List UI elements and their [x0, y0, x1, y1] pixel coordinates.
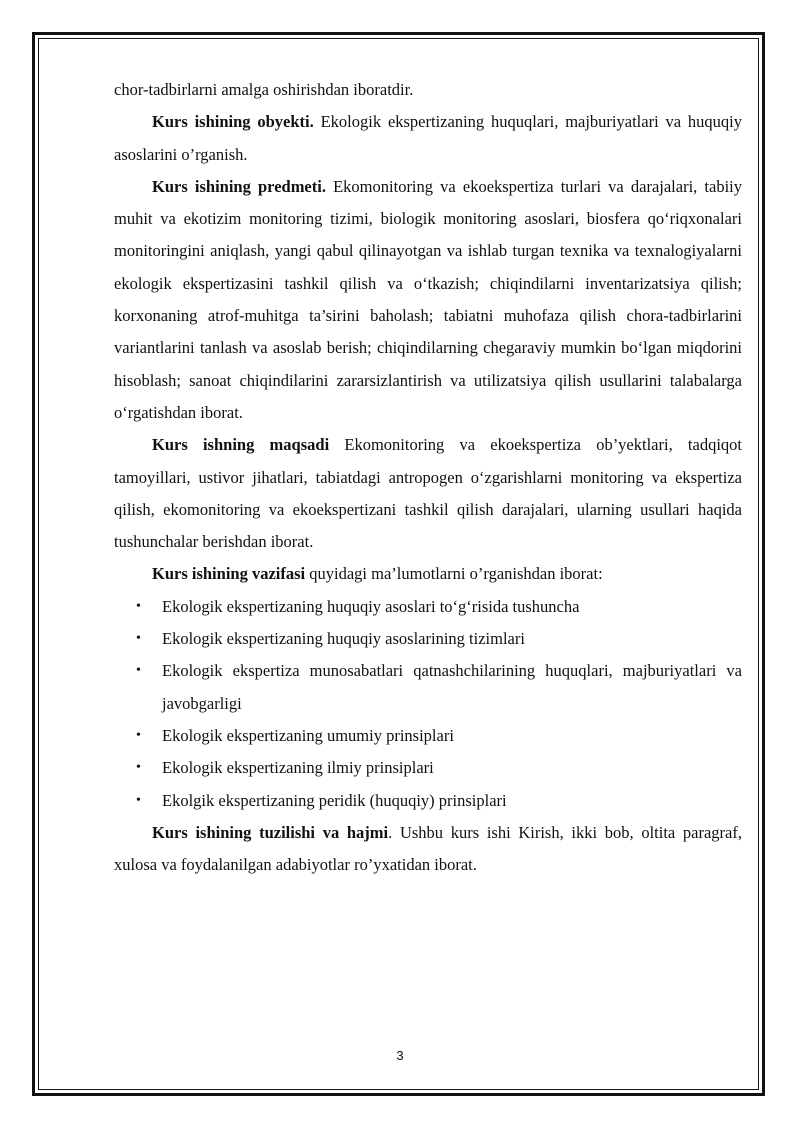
text-goal: Ekomonitoring va ekoekspertiza ob’yektlari, tadqiqot tamoyillari, ustivor jihatlari, tabiatdagi antropogen o‘zgarishlarni monitoring va ekspertiza qilish, ekomonitoring va ekoekspertizani tashkil qilish darajalari, ularning usullari haqida tushunchalar berishdan iborat. — [114, 435, 742, 552]
document-body — [114, 74, 742, 881]
paragraph-object — [114, 106, 742, 171]
list-item — [114, 785, 742, 817]
heading-tasks: Kurs ishining vazifasi — [152, 564, 306, 584]
list-item — [114, 655, 742, 720]
heading-subject: Kurs ishining predmeti. — [152, 176, 326, 196]
list-item-text: Ekolgik ekspertizaning peridik (huquqiy) prinsiplari — [162, 790, 507, 810]
list-item — [114, 752, 742, 784]
text-subject: Ekomonitoring va ekoekspertiza turlari va darajalari, tabiiy muhit va ekotizim monitoring tizimi, biologik monitoring asoslari, biosfera qo‘riqxonalari monitoringini aniqlash, yangi qabul qilinayotgan va ishlab turgan texnika va texnalogiyalarni ekologik ekspertizasini tashkil qilish va o‘tkazish; chiqindilarni inventarizatsiya qilish; korxonaning atrof-muhitga ta’sirini baholash; tabiatni muhofaza qilish chora-tadbirlarini variantlarini tanlash va asoslab berish; chiqindilarning chegaraviy mumkin bo‘lgan miqdorini hisoblash; sanoat chiqindilarini zararsizlantirish va utilizatsiya qilish usullarini talabalarga o‘rgatishdan iborat. — [114, 176, 743, 422]
list-item — [114, 720, 742, 752]
list-item-text: Ekologik ekspertiza munosabatlari qatnashchilarining huquqlari, majburiyatlari va javobgarligi — [162, 661, 742, 713]
text-object: Ekologik ekspertizaning huquqlari, majburiyatlari va huquqiy asoslarini o’rganish. — [114, 112, 742, 164]
tasks-bullet-list — [114, 591, 742, 817]
bullet-icon: • — [136, 760, 141, 776]
list-item — [114, 591, 742, 623]
paragraph-structure — [114, 817, 742, 882]
paragraph-goal — [114, 429, 742, 558]
bullet-icon: • — [136, 631, 141, 647]
heading-goal: Kurs ishning maqsadi — [152, 435, 330, 455]
list-item-text: Ekologik ekspertizaning umumiy prinsiplari — [162, 725, 454, 745]
page-number: 3 — [396, 1048, 404, 1063]
heading-object: Kurs ishining obyekti. — [152, 112, 314, 132]
heading-structure: Kurs ishining tuzilishi va hajmi — [152, 822, 389, 842]
list-item-text: Ekologik ekspertizaning ilmiy prinsiplari — [162, 758, 434, 778]
text-tasks: quyidagi ma’lumotlarni o’rganishdan iborat: — [305, 564, 603, 584]
list-item — [114, 623, 742, 655]
text-structure: . Ushbu kurs ishi Kirish, ikki bob, oltita paragraf, xulosa va foydalanilgan adabiyotlar ro’yxatidan iborat. — [114, 822, 742, 875]
bullet-icon: • — [136, 663, 141, 679]
list-item-text: Ekologik ekspertizaning huquqiy asoslarining tizimlari — [162, 629, 525, 649]
list-item-text: Ekologik ekspertizaning huquqiy asoslari to‘g‘risida tushuncha — [162, 596, 580, 616]
bullet-icon: • — [136, 598, 141, 614]
paragraph-intro-continuation: chor-tadbirlarni amalga oshirishdan iboratdir. — [114, 80, 414, 99]
bullet-icon: • — [136, 727, 141, 743]
paragraph-subject — [114, 171, 742, 429]
paragraph-tasks — [114, 558, 742, 590]
bullet-icon: • — [136, 792, 141, 808]
